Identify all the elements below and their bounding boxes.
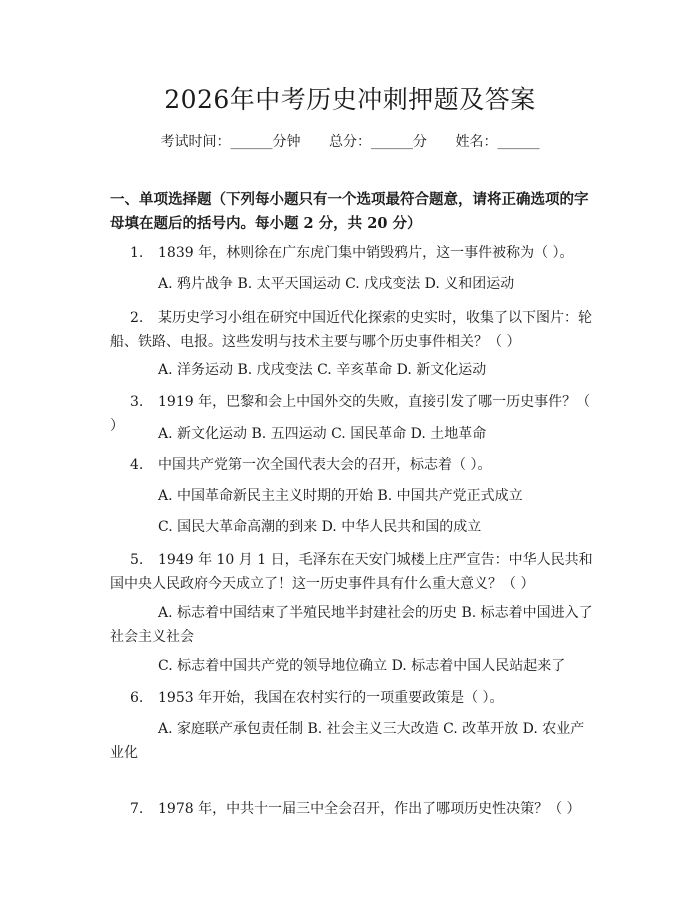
question-text: 1839 年，林则徐在广东虎门集中销毁鸦片，这一事件被称为（ ）。 [158,245,574,261]
question-6 [110,686,595,710]
question-5-option-line-1: A. 标志着中国结束了半殖民地半封建社会的历史 B. 标志着中国进入了社会主义社会 [110,605,593,645]
question-number: 6. [130,690,144,706]
question-number: 7. [130,801,144,817]
question-text: 某历史学习小组在研究中国近代化探索的史实时，收集了以下图片：轮船、铁路、电报。这些发明与技术主要与哪个历史事件相关？（ ） [110,310,592,350]
question-text: 1953 年开始，我国在农村实行的一项重要政策是（ ）。 [158,690,504,706]
question-4 [110,453,595,477]
question-2-options: A. 洋务运动 B. 戊戌变法 C. 辛亥革命 D. 新文化运动 [158,362,487,378]
question-7 [110,797,595,821]
question-4-option-line-1: A. 中国革命新民主主义时期的开始 B. 中国共产党正式成立 [158,488,523,504]
question-4-option-line-2: C. 国民大革命高潮的到来 D. 中华人民共和国的成立 [158,519,482,535]
exam-time: 考试时间：______分钟 [160,134,301,150]
question-text: 1978 年，中共十一届三中全会召开，作出了哪项历史性决策？（ ） [158,801,581,817]
question-5-option-line-2: C. 标志着中国共产党的领导地位确立 D. 标志着中国人民站起来了 [158,658,566,674]
question-3-options: A. 新文化运动 B. 五四运动 C. 国民革命 D. 土地革命 [158,426,487,442]
question-1-options: A. 鸦片战争 B. 太平天国运动 C. 戊戌变法 D. 义和团运动 [158,276,515,292]
question-number: 5. [130,552,144,568]
exam-name: 姓名：______ [455,134,540,150]
question-number: 2. [130,310,144,326]
question-1 [110,241,595,265]
page-title: 2026年中考历史冲刺押题及答案 [164,85,536,114]
question-number: 1. [130,245,144,261]
exam-meta [0,131,700,151]
question-text: 1919 年，巴黎和会上中国外交的失败，直接引发了哪一历史事件？（ ） [110,394,591,434]
question-number: 4. [130,457,144,473]
question-6-options: A. 家庭联产承包责任制 B. 社会主义三大改造 C. 改革开放 D. 农业产业化 [110,721,585,761]
section-heading: 一、单项选择题（下列每小题只有一个选项最符合题意，请将正确选项的字母填在题后的括号内。每小题 2 分，共 20 分） [110,191,589,232]
question-5 [110,548,595,596]
question-number: 3. [130,394,144,410]
question-text: 中国共产党第一次全国代表大会的召开，标志着（ ）。 [158,457,492,473]
exam-score: 总分：______分 [329,134,427,150]
question-2 [110,306,595,354]
question-text: 1949 年 10 月 1 日，毛泽东在天安门城楼上庄严宣告：中华人民共和国中央人民政府今天成立了！这一历史事件具有什么重大意义？（ ） [110,552,593,592]
